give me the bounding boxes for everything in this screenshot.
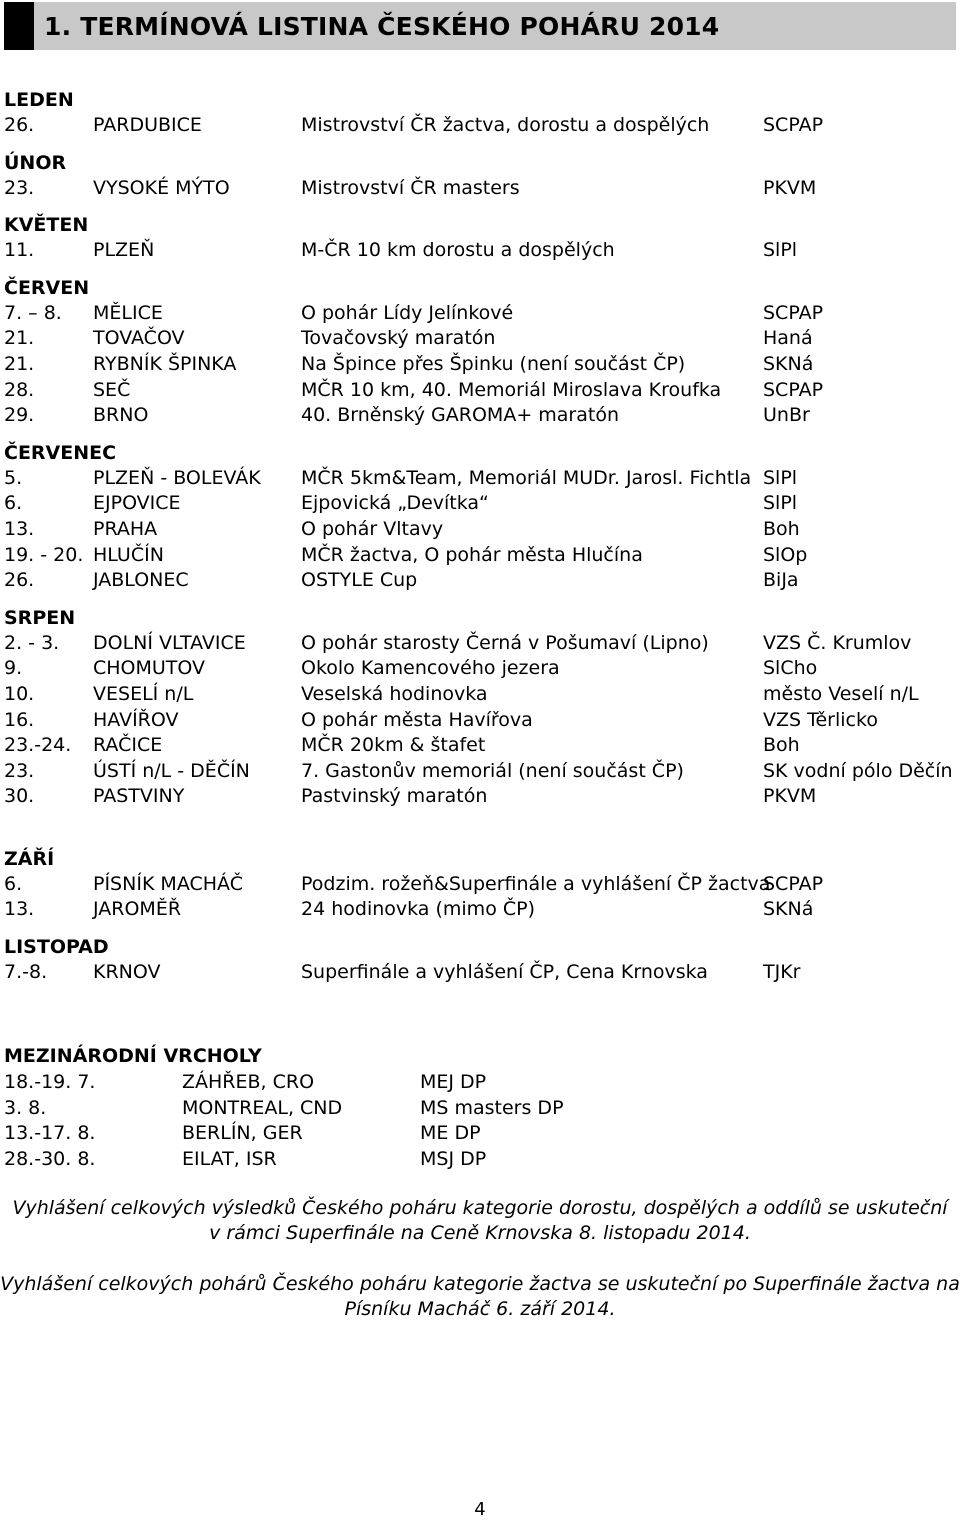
note-youth-announcement	[0, 1272, 960, 1322]
row-date: 23.-24.	[4, 734, 72, 757]
row-organizer: SCPAP	[763, 114, 824, 136]
schedule-row	[4, 403, 956, 429]
schedule-row	[4, 631, 956, 657]
row-event: MČR 5km&Team, Memoriál MUDr. Jarosl. Fichtla	[301, 466, 752, 489]
row-city: DOLNÍ VLTAVICE	[93, 631, 246, 654]
row-date: 30.	[4, 785, 35, 808]
intl-date: 3. 8.	[4, 1096, 47, 1119]
international-row	[4, 1147, 956, 1173]
intl-date: 28.-30. 8.	[4, 1147, 96, 1170]
note-line: Písníku Macháč 6. září 2014.	[344, 1298, 616, 1320]
row-organizer: PKVM	[763, 785, 817, 808]
row-date: 26.	[4, 569, 35, 592]
row-event: 40. Brněnský GAROMA+ maratón	[301, 404, 619, 427]
row-city: HLUČÍN	[93, 543, 164, 566]
row-city: PASTVINY	[93, 785, 185, 808]
row-organizer: PKVM	[763, 176, 817, 199]
row-date: 23.	[4, 759, 35, 782]
row-event: Mistrovství ČR žactva, dorostu a dospělých	[301, 114, 710, 136]
row-date: 13.	[4, 898, 35, 921]
schedule-row	[4, 682, 956, 708]
row-city: PARDUBICE	[93, 114, 202, 136]
row-organizer: Boh	[763, 517, 800, 540]
note-results-announcement	[0, 1196, 960, 1246]
schedule-row	[4, 784, 956, 810]
intl-place: MONTREAL, CND	[182, 1096, 343, 1119]
row-organizer: TJKr	[763, 961, 801, 984]
header-black-bar	[4, 2, 34, 50]
schedule-row	[4, 517, 956, 543]
row-date: 28.	[4, 378, 35, 401]
row-organizer: BiJa	[763, 569, 799, 592]
row-event: MČR 20km & štafet	[301, 734, 486, 757]
row-organizer: SK vodní pólo Děčín	[763, 759, 953, 782]
schedule-row	[4, 113, 956, 139]
month-heading: SRPEN	[4, 606, 76, 629]
row-organizer: SlPl	[763, 466, 798, 489]
row-city: BRNO	[93, 404, 149, 427]
row-event: Superfinále a vyhlášení ČP, Cena Krnovska	[301, 961, 708, 984]
schedule-row	[4, 656, 956, 682]
row-event: M-ČR 10 km dorostu a dospělých	[301, 239, 615, 262]
row-organizer: SlPl	[763, 239, 798, 262]
international-row	[4, 1096, 956, 1122]
row-city: HAVÍŘOV	[93, 708, 179, 731]
month-heading: LEDEN	[4, 89, 74, 111]
month-heading: ČERVENEC	[4, 441, 117, 464]
row-date: 7.-8.	[4, 961, 48, 984]
row-event: Veselská hodinovka	[301, 682, 488, 705]
row-date: 13.	[4, 517, 35, 540]
row-date: 21.	[4, 352, 35, 375]
row-city: VYSOKÉ MÝTO	[93, 176, 230, 199]
row-organizer: SlOp	[763, 543, 808, 566]
row-city: MĚLICE	[93, 301, 163, 324]
schedule-row	[4, 352, 956, 378]
row-city: PÍSNÍK MACHÁČ	[93, 872, 243, 895]
international-row	[4, 1121, 956, 1147]
month-heading: ČERVEN	[4, 276, 90, 299]
row-organizer: SCPAP	[763, 872, 824, 895]
row-date: 10.	[4, 682, 35, 705]
row-event: Pastvinský maratón	[301, 785, 488, 808]
intl-event: ME DP	[420, 1122, 481, 1145]
row-city: KRNOV	[93, 961, 161, 984]
schedule-row	[4, 491, 956, 517]
schedule-row	[4, 568, 956, 594]
row-city: PLZEŇ - BOLEVÁK	[93, 466, 261, 489]
note-line: Vyhlášení celkových pohárů Českého poháru kategorie žactva se uskuteční po Superfinále žactva na	[0, 1273, 960, 1295]
row-event: OSTYLE Cup	[301, 569, 418, 592]
row-city: ÚSTÍ n/L - DĚČÍN	[93, 759, 250, 782]
intl-event: MS masters DP	[420, 1096, 564, 1119]
row-organizer: město Veselí n/L	[763, 682, 919, 705]
row-event: O pohár starosty Černá v Pošumaví (Lipno)	[301, 631, 709, 654]
month-heading: ÚNOR	[4, 151, 67, 174]
row-city: PLZEŇ	[93, 239, 155, 262]
schedule-row	[4, 733, 956, 759]
row-event: MČR 10 km, 40. Memoriál Miroslava Kroufka	[301, 378, 722, 401]
schedule-row	[4, 543, 956, 569]
row-city: TOVAČOV	[93, 327, 185, 350]
row-city: RYBNÍK ŠPINKA	[93, 352, 237, 375]
page-title: 1. TERMÍNOVÁ LISTINA ČESKÉHO POHÁRU 2014	[34, 2, 956, 50]
row-organizer: SCPAP	[763, 301, 824, 324]
schedule-row	[4, 326, 956, 352]
row-organizer: VZS Č. Krumlov	[763, 631, 912, 654]
page-number: 4	[474, 1499, 486, 1520]
row-event: Ejpovická „Devítka“	[301, 492, 489, 515]
row-date: 29.	[4, 404, 35, 427]
row-city: SEČ	[93, 378, 131, 401]
row-event: 7. Gastonův memoriál (není součást ČP)	[301, 759, 684, 782]
row-event: Mistrovství ČR masters	[301, 176, 520, 199]
row-event: MČR žactva, O pohár města Hlučína	[301, 543, 643, 566]
page-header	[4, 2, 956, 50]
row-city: JAROMĚŘ	[93, 898, 182, 921]
row-event: Podzim. rožeň&Superfinále a vyhlášení ČP žactva	[301, 872, 771, 895]
row-organizer: VZS Těrlicko	[763, 708, 878, 731]
row-event: O pohár Vltavy	[301, 517, 444, 540]
intl-date: 18.-19. 7.	[4, 1071, 96, 1093]
schedule-row	[4, 378, 956, 404]
international-row	[4, 1070, 956, 1096]
intl-place: BERLÍN, GER	[182, 1122, 303, 1145]
schedule-row	[4, 759, 956, 785]
schedule-row	[4, 872, 956, 898]
row-organizer: SCPAP	[763, 378, 824, 401]
month-heading: ZÁŘÍ	[4, 847, 55, 870]
schedule-row	[4, 238, 956, 264]
row-organizer: SKNá	[763, 898, 814, 921]
row-event: 24 hodinovka (mimo ČP)	[301, 898, 535, 921]
schedule-row	[4, 897, 956, 923]
month-heading: KVĚTEN	[4, 214, 89, 237]
schedule-row	[4, 176, 956, 202]
row-date: 26.	[4, 114, 35, 136]
row-date: 7. – 8.	[4, 301, 62, 324]
row-organizer: SlCho	[763, 657, 818, 680]
row-city: RAČICE	[93, 734, 163, 757]
schedule-row	[4, 960, 956, 986]
row-organizer: Haná	[763, 327, 813, 350]
intl-date: 13.-17. 8.	[4, 1122, 96, 1145]
row-date: 11.	[4, 239, 35, 262]
row-date: 23.	[4, 176, 35, 199]
international-section	[4, 1043, 956, 1172]
row-date: 6.	[4, 492, 23, 515]
schedule-row	[4, 466, 956, 492]
row-city: PRAHA	[93, 517, 158, 540]
row-city: JABLONEC	[93, 569, 189, 592]
row-organizer: UnBr	[763, 404, 810, 427]
month-heading: LISTOPAD	[4, 936, 109, 959]
row-date: 19. - 20.	[4, 543, 84, 566]
row-organizer: SKNá	[763, 352, 814, 375]
schedule-row	[4, 301, 956, 327]
row-date: 6.	[4, 872, 23, 895]
schedule	[4, 88, 956, 986]
row-event: Tovačovský maratón	[301, 327, 496, 350]
row-event: O pohár Lídy Jelínkové	[301, 301, 514, 324]
row-organizer: SlPl	[763, 492, 798, 515]
row-date: 16.	[4, 708, 35, 731]
intl-place: EILAT, ISR	[182, 1147, 277, 1170]
note-line: v rámci Superfinále na Ceně Krnovska 8. listopadu 2014.	[209, 1222, 751, 1244]
row-date: 5.	[4, 466, 23, 489]
schedule-row	[4, 708, 956, 734]
intl-place: ZÁHŘEB, CRO	[182, 1071, 315, 1093]
row-organizer: Boh	[763, 734, 800, 757]
international-heading: MEZINÁRODNÍ VRCHOLY	[4, 1045, 262, 1067]
row-city: VESELÍ n/L	[93, 682, 194, 705]
intl-event: MEJ DP	[420, 1071, 487, 1093]
row-event: O pohár města Havířova	[301, 708, 533, 731]
note-line: Vyhlášení celkových výsledků Českého poháru kategorie dorostu, dospělých a oddílů se uskuteční	[12, 1197, 948, 1219]
row-date: 2. - 3.	[4, 631, 60, 654]
intl-event: MSJ DP	[420, 1147, 487, 1170]
row-event: Okolo Kamencového jezera	[301, 657, 560, 680]
row-date: 9.	[4, 657, 23, 680]
row-date: 21.	[4, 327, 35, 350]
row-city: CHOMUTOV	[93, 657, 206, 680]
row-city: EJPOVICE	[93, 492, 181, 515]
row-event: Na Špince přes Špinku (není součást ČP)	[301, 352, 686, 375]
